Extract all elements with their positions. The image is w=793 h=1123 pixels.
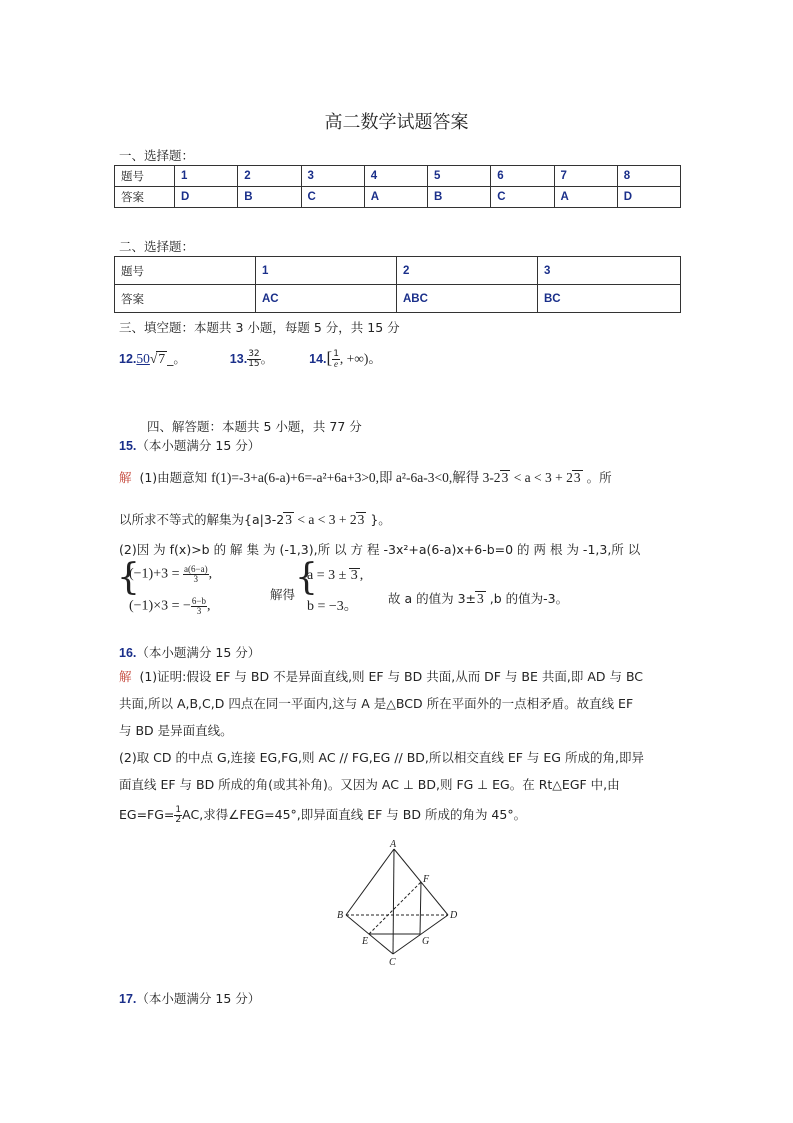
q12-tail: _。 [167, 351, 186, 366]
table-cell: C [491, 187, 554, 208]
table-cell: D [175, 187, 238, 208]
table-cell: 5 [428, 166, 491, 187]
table-cell: B [238, 187, 301, 208]
label-e: E [362, 936, 369, 947]
table-cell: 4 [364, 166, 427, 187]
q16-header: 16.（本小题满分 15 分） [119, 645, 261, 660]
label-g: G [422, 936, 430, 947]
q14-label: 14. [309, 352, 327, 366]
q13-fraction: $\frac{32}{15}$ [248, 349, 260, 369]
section4-heading: 四、解答题：本题共 5 小题，共 77 分 [147, 419, 362, 434]
q15-line2: 以所求不等式的解集为{a|3-23 < a < 3 + 23 }。 [119, 512, 391, 527]
table-cell: D [617, 187, 680, 208]
label-f: F [423, 874, 430, 885]
left-brace-2: { [295, 557, 318, 598]
page-title: 高二数学试题答案 [324, 112, 469, 133]
section2-answer-table [114, 256, 681, 313]
section1-answer-table [114, 165, 681, 208]
q16-line2: 共面,所以 A,B,C,D 四点在同一平面内,这与 A 是△BCD 所在平面外的一点相矛盾。故直线 EF [119, 696, 634, 711]
label-b: B [337, 910, 344, 921]
q12-label: 12. [119, 352, 137, 366]
q15-sol2: b = −3。 [307, 599, 358, 614]
section1-heading: 一、选择题： [119, 148, 195, 163]
table-row [115, 257, 681, 285]
q15-line3: (2)因 为 f(x)>b 的 解 集 为 (-1,3),所 以 方 程 -3x²+a(6-a)x+6-b=0 的 两 根 为 -1,3,所 以 [119, 542, 641, 557]
table-cell: 题号 [115, 166, 175, 187]
table-cell: C [301, 187, 364, 208]
q15-header: 15.（本小题满分 15 分） [119, 438, 261, 453]
table-cell: 题号 [115, 257, 256, 285]
table-cell: 1 [175, 166, 238, 187]
q16-line4: (2)取 CD 的中点 G,连接 EG,FG,则 AC // FG,EG // BD,所以相交直线 EF 与 EG 所成的角,即异 [119, 750, 644, 765]
q12-radicand: 7 [158, 351, 166, 366]
table-cell: 1 [256, 257, 397, 285]
q15-eq1: (−1)+3 = $\frac{a(6-a)}{3}$ , [129, 564, 213, 584]
q14-fraction: $\frac{1}{e}$ [333, 349, 339, 369]
segment-ef [369, 882, 421, 934]
table-cell: 7 [554, 166, 617, 187]
q16-line5: 面直线 EF 与 BD 所成的角(或其补角)。又因为 AC ⊥ BD,则 FG ⊥ EG。在 Rt△EGF 中,由 [119, 777, 620, 792]
table-cell: 8 [617, 166, 680, 187]
table-cell: 3 [538, 257, 681, 285]
q16-line3: 与 BD 是异面直线。 [119, 723, 233, 738]
edge-ac [393, 849, 394, 954]
table-cell: 2 [397, 257, 538, 285]
label-a: A [390, 839, 397, 850]
q17-header: 17.（本小题满分 15 分） [119, 991, 261, 1006]
table-cell: B [428, 187, 491, 208]
q14-tail: , +∞)。 [339, 351, 382, 366]
segment-fg [420, 882, 421, 934]
q16-line6: EG=FG= $\frac{1}{2}$ AC,求得∠FEG=45°,即异面直线 EF 与 BD 所成的角为 45°。 [119, 805, 527, 825]
section3-heading: 三、填空题：本题共 3 小题，每题 5 分，共 15 分 [119, 320, 400, 335]
q13-label: 13. [229, 352, 248, 366]
fill-in-answers: 12.50√7 _。 13. $\frac{32}{15}$ 。 14.[ $\frac{1}{e}$ , +∞)。 [119, 348, 382, 369]
table-cell: A [554, 187, 617, 208]
table-cell: AC [256, 285, 397, 313]
tetrahedron-figure [330, 838, 465, 970]
q16-line1: 解 (1)证明:假设 EF 与 BD 不是异面直线,则 EF 与 BD 共面,从而 DF 与 BE 共面,即 AD 与 BC [119, 669, 644, 684]
q15-conclusion: 故 a 的值为 3±3 ,b 的值为-3。 [388, 591, 569, 606]
section2-heading: 二、选择题： [119, 239, 195, 254]
q15-sol1: a = 3 ± 3 , [307, 568, 364, 583]
q13-tail: 。 [260, 351, 274, 366]
label-c: C [389, 957, 396, 968]
table-cell: 2 [238, 166, 301, 187]
table-cell: A [364, 187, 427, 208]
q15-jiede: 解得 [270, 587, 296, 602]
q12-coef: 50 [136, 351, 150, 366]
edge-ab [346, 849, 394, 915]
q15-eq2: (−1)×3 = − $\frac{6-b}{3}$ , [129, 596, 211, 616]
table-cell: 答案 [115, 285, 256, 313]
table-cell: ABC [397, 285, 538, 313]
q15-line1: 解 (1)由题意知 f(1)=-3+a(6-a)+6=-a²+6a+3>0,即 a²-6a-3<0,解得 3-23 < a < 3 + 23 。所 [119, 470, 612, 485]
table-cell: 答案 [115, 187, 175, 208]
table-cell: 6 [491, 166, 554, 187]
label-d: D [450, 910, 458, 921]
table-row [115, 166, 681, 187]
table-row [115, 285, 681, 313]
table-cell: BC [538, 285, 681, 313]
table-cell: 3 [301, 166, 364, 187]
left-brace-1: { [117, 557, 140, 598]
table-row [115, 187, 681, 208]
